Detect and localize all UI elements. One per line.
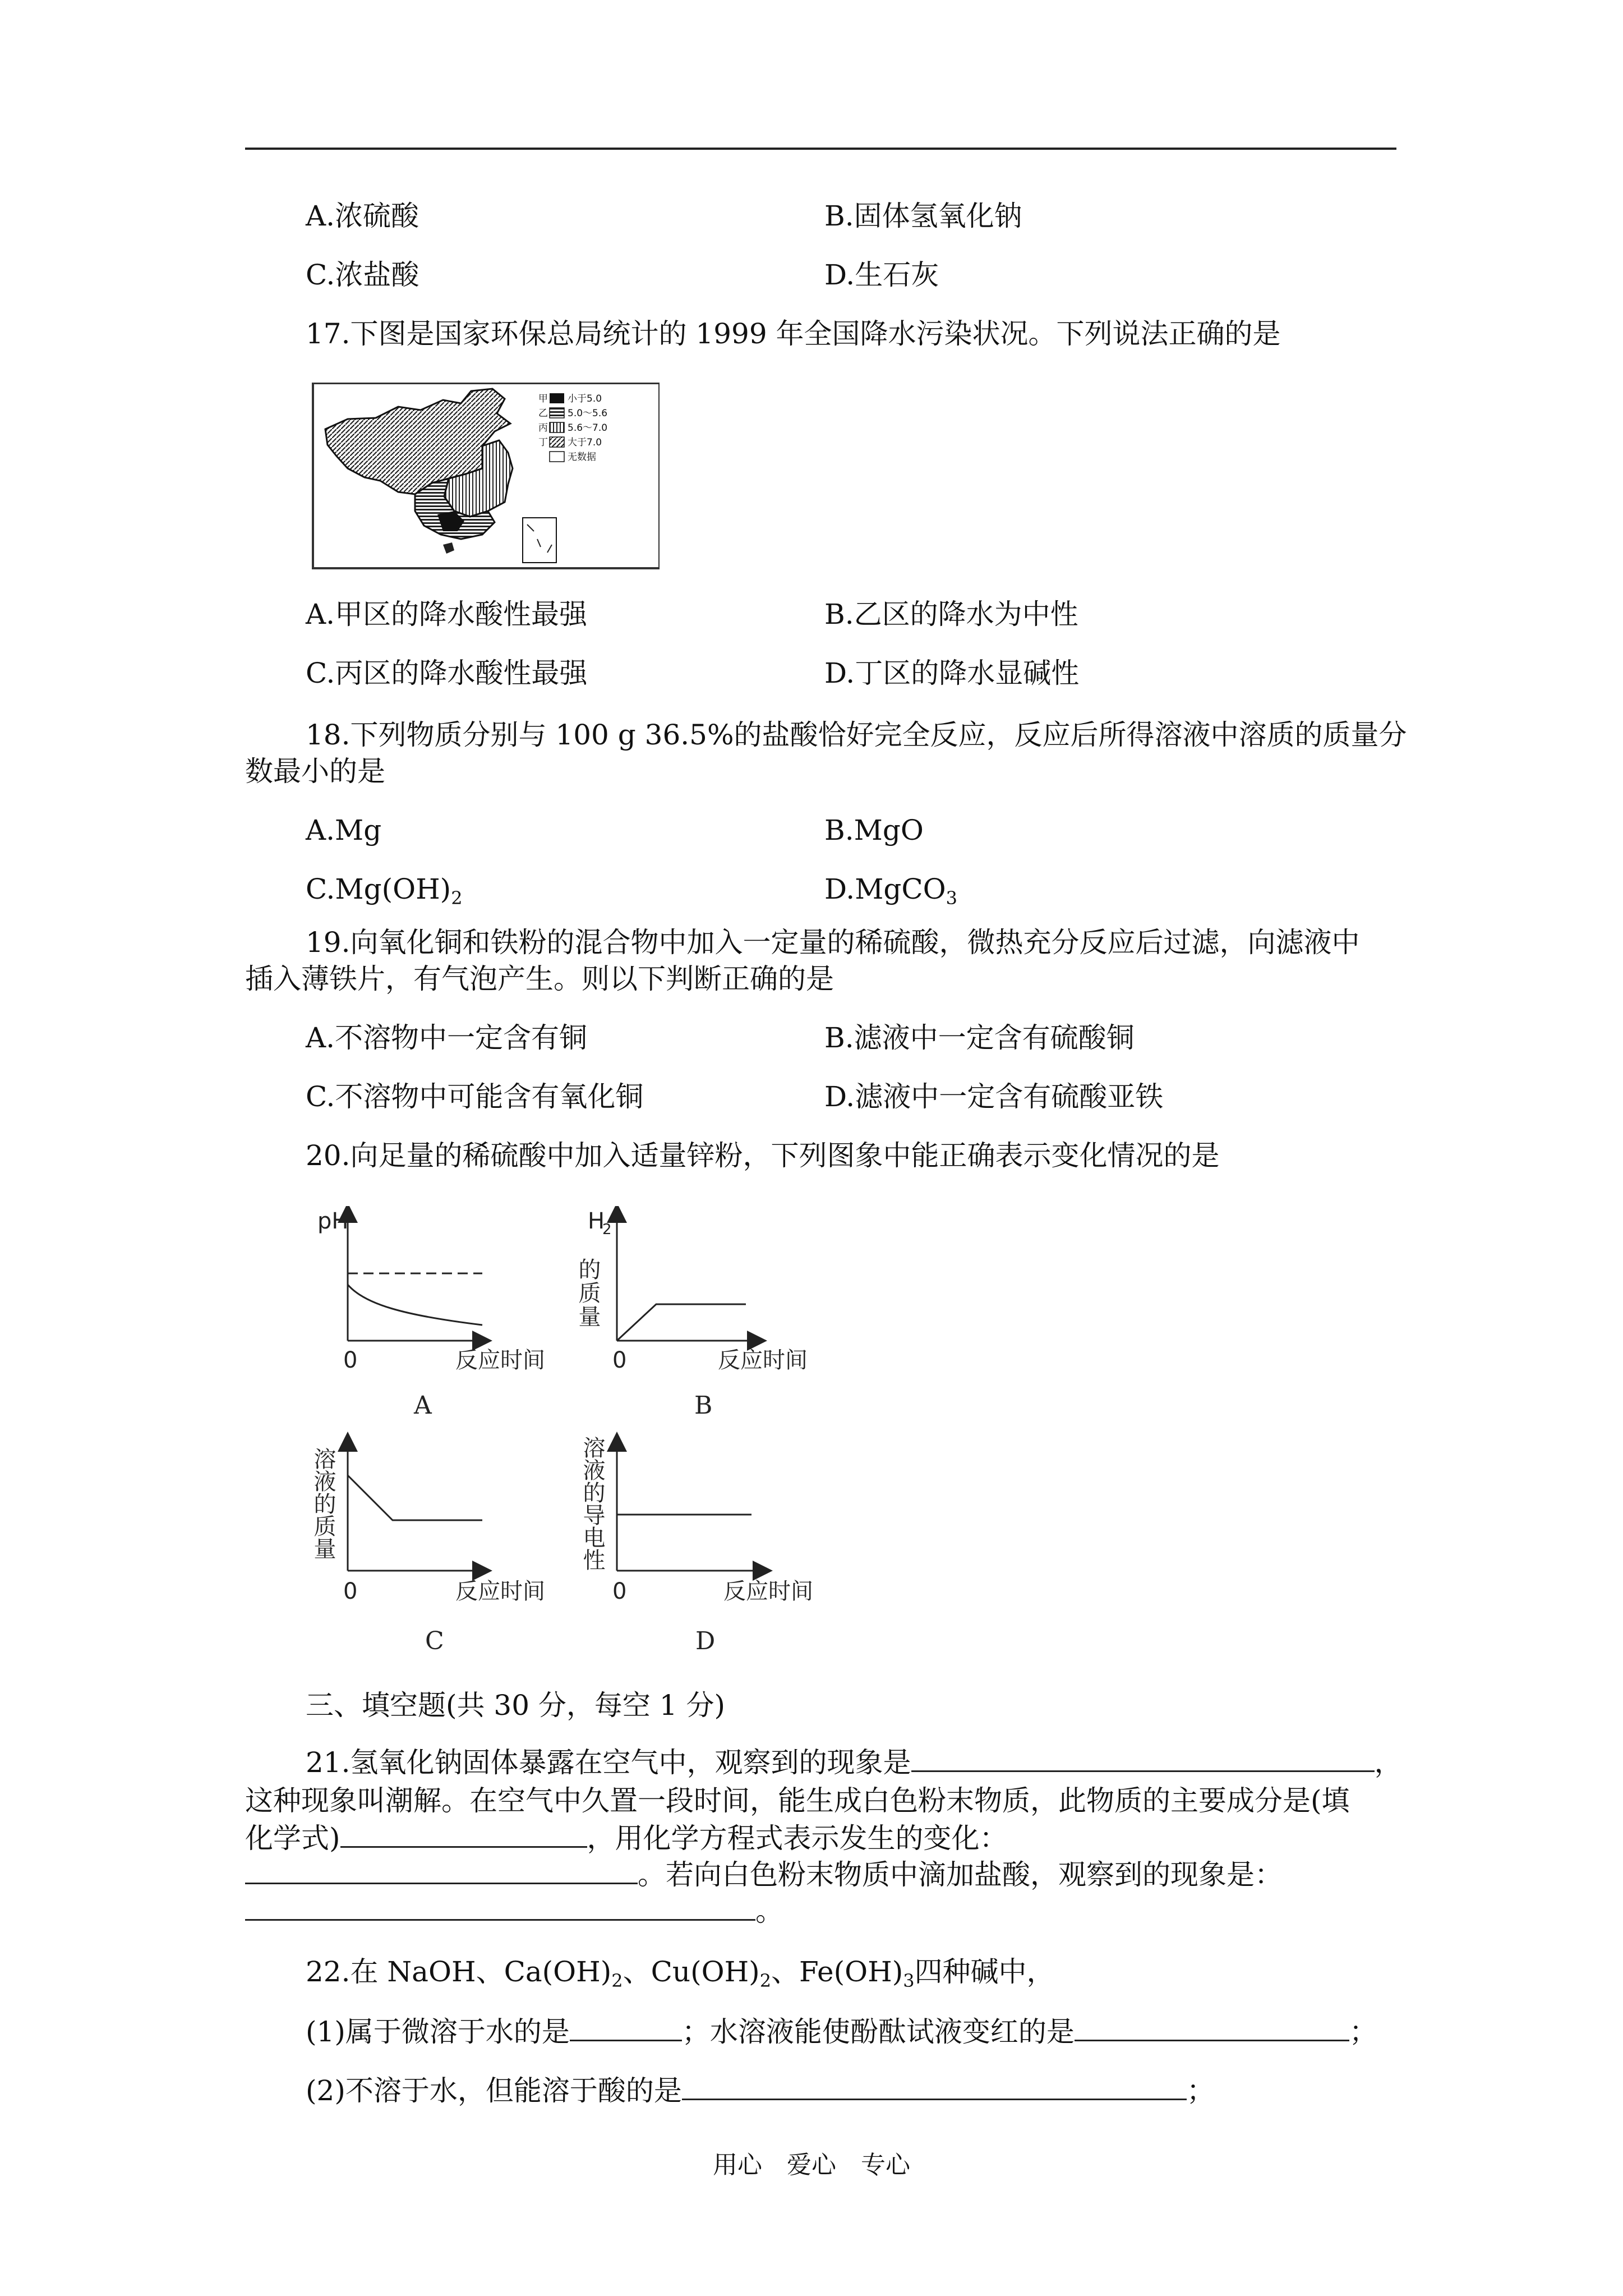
graph-b-ylabel-rest: 的质量 [575,1258,601,1328]
map-island [443,542,454,554]
q21-blank-4[interactable] [245,1893,755,1921]
q21-line3: 化学式) ，用化学方程式表示发生的变化： [245,1820,1008,1855]
q16-option-a: A.浓硫酸 [306,200,419,232]
q18-option-d: D.MgCO$_3$ [824,873,958,909]
graph-a-ylabel: pH [317,1208,349,1234]
legend-label-ding: 丁 [538,437,548,448]
graph-c-axes [348,1442,482,1571]
graph-b-letter: B [694,1391,713,1420]
q21-line2: 这种现象叫潮解。在空气中久置一段时间，能生成白色粉末物质，此物质的主要成分是(填 [245,1784,1350,1817]
header-rule [245,148,1396,150]
q16-option-c: C.浓盐酸 [306,259,419,291]
q21-line4: 。若向白色粉末物质中滴加盐酸，观察到的现象是： [245,1857,1283,1892]
graph-b-ylabel-main: H [588,1208,605,1234]
q19-option-c: C.不溶物中可能含有氧化铜 [306,1080,644,1113]
q21-blank-3[interactable] [245,1857,638,1884]
q18-option-c: $C.Mg(OH)_2$ [306,873,463,909]
q20-graphs [303,1206,841,1666]
graph-a-axes [348,1213,482,1341]
legend-range-ding: 大于7.0 [568,437,602,448]
q18-option-b: B.MgO [824,814,924,846]
graph-d-origin: 0 [612,1579,627,1604]
q19-stem-line1: 19.向氧化铜和铁粉的混合物中加入一定量的稀硫酸，微热充分反应后过滤，向滤液中 [306,926,1360,959]
china-map-figure [314,384,658,567]
legend-label-yi: 乙 [538,408,548,419]
page-footer: 用心 爱心 专心 [713,2151,910,2179]
graph-d-letter: D [695,1627,716,1655]
graph-a-xlabel: 反应时间 [455,1347,545,1373]
graph-a-origin: 0 [343,1347,358,1373]
graph-a-letter: A [414,1391,432,1420]
q22-blank-3[interactable] [682,2073,1187,2100]
q18-option-a: A.Mg [306,814,382,846]
graph-c-xlabel: 反应时间 [455,1579,545,1604]
q17-option-b: B.乙区的降水为中性 [824,598,1078,631]
graph-d-xlabel: 反应时间 [723,1579,813,1604]
q17-option-d: D.丁区的降水显碱性 [824,657,1080,689]
graph-c-curve [348,1475,482,1520]
map-legend [538,393,607,463]
q19-stem-line2: 插入薄铁片，有气泡产生。则以下判断正确的是 [245,963,834,995]
graph-b-xlabel: 反应时间 [718,1347,808,1373]
legend-range-nodata: 无数据 [568,452,596,463]
q22-blank-2[interactable] [1075,2014,1349,2041]
graph-b-origin: 0 [612,1347,627,1373]
graph-d-axes [617,1442,763,1571]
graph-d-ylabel: 溶液的导电性 [579,1436,605,1571]
q22-blank-1[interactable] [570,2014,682,2041]
q21-line5: 。 [245,1893,783,1928]
q17-stem: 17.下图是国家环保总局统计的 1999 年全国降水污染状况。下列说法正确的是 [306,318,1281,350]
graph-c-origin: 0 [343,1579,358,1604]
graph-c-letter: C [425,1627,444,1655]
graph-b-curve [617,1304,746,1341]
graph-a-curve [348,1285,482,1325]
legend-range-yi: 5.0～5.6 [568,408,608,419]
legend-range-jia: 小于5.0 [568,393,602,404]
q17-option-a: A.甲区的降水酸性最强 [306,598,588,631]
q18-stem-line1: 18.下列物质分别与 100 g 36.5%的盐酸恰好完全反应，反应后所得溶液中溶质的质量分 [306,719,1407,751]
q22-stem: 22.在 NaOH、$Ca(OH)_2$、$Cu(OH)_2$、$Fe(OH)_3$四种碱中， [306,1955,1055,1991]
q21-blank-1[interactable] [911,1745,1375,1772]
q21-line1: 21.氢氧化钠固体暴露在空气中，观察到的现象是 ， [306,1745,1403,1779]
q22-part1: (1)属于微溶于水的是 ；水溶液能使酚酞试液变红的是 ； [306,2014,1377,2049]
q19-option-a: A.不溶物中一定含有铜 [306,1022,588,1054]
legend-range-bing: 5.6～7.0 [568,422,608,434]
q19-option-b: B.滤液中一定含有硫酸铜 [824,1022,1135,1054]
q19-option-d: D.滤液中一定含有硫酸亚铁 [824,1080,1164,1113]
q18-stem-line2: 数最小的是 [245,755,385,788]
q22-part2: (2)不溶于水，但能溶于酸的是 ； [306,2073,1215,2108]
q16-option-b: B.固体氢氧化钠 [824,200,1022,232]
q20-stem: 20.向足量的稀硫酸中加入适量锌粉，下列图象中能正确表示变化情况的是 [306,1139,1220,1172]
q17-option-c: C.丙区的降水酸性最强 [306,657,588,689]
section3-heading: 三、填空题(共 30 分，每空 1 分) [306,1689,726,1722]
acid-rain-map [312,383,660,569]
legend-label-jia: 甲 [538,393,548,404]
graph-c-ylabel: 溶液的质量 [310,1447,336,1559]
q16-option-d: D.生石灰 [824,259,939,291]
legend-label-bing: 丙 [538,422,548,434]
q21-blank-2[interactable] [340,1820,587,1848]
graph-b-ylabel-sub: 2 [602,1221,612,1238]
